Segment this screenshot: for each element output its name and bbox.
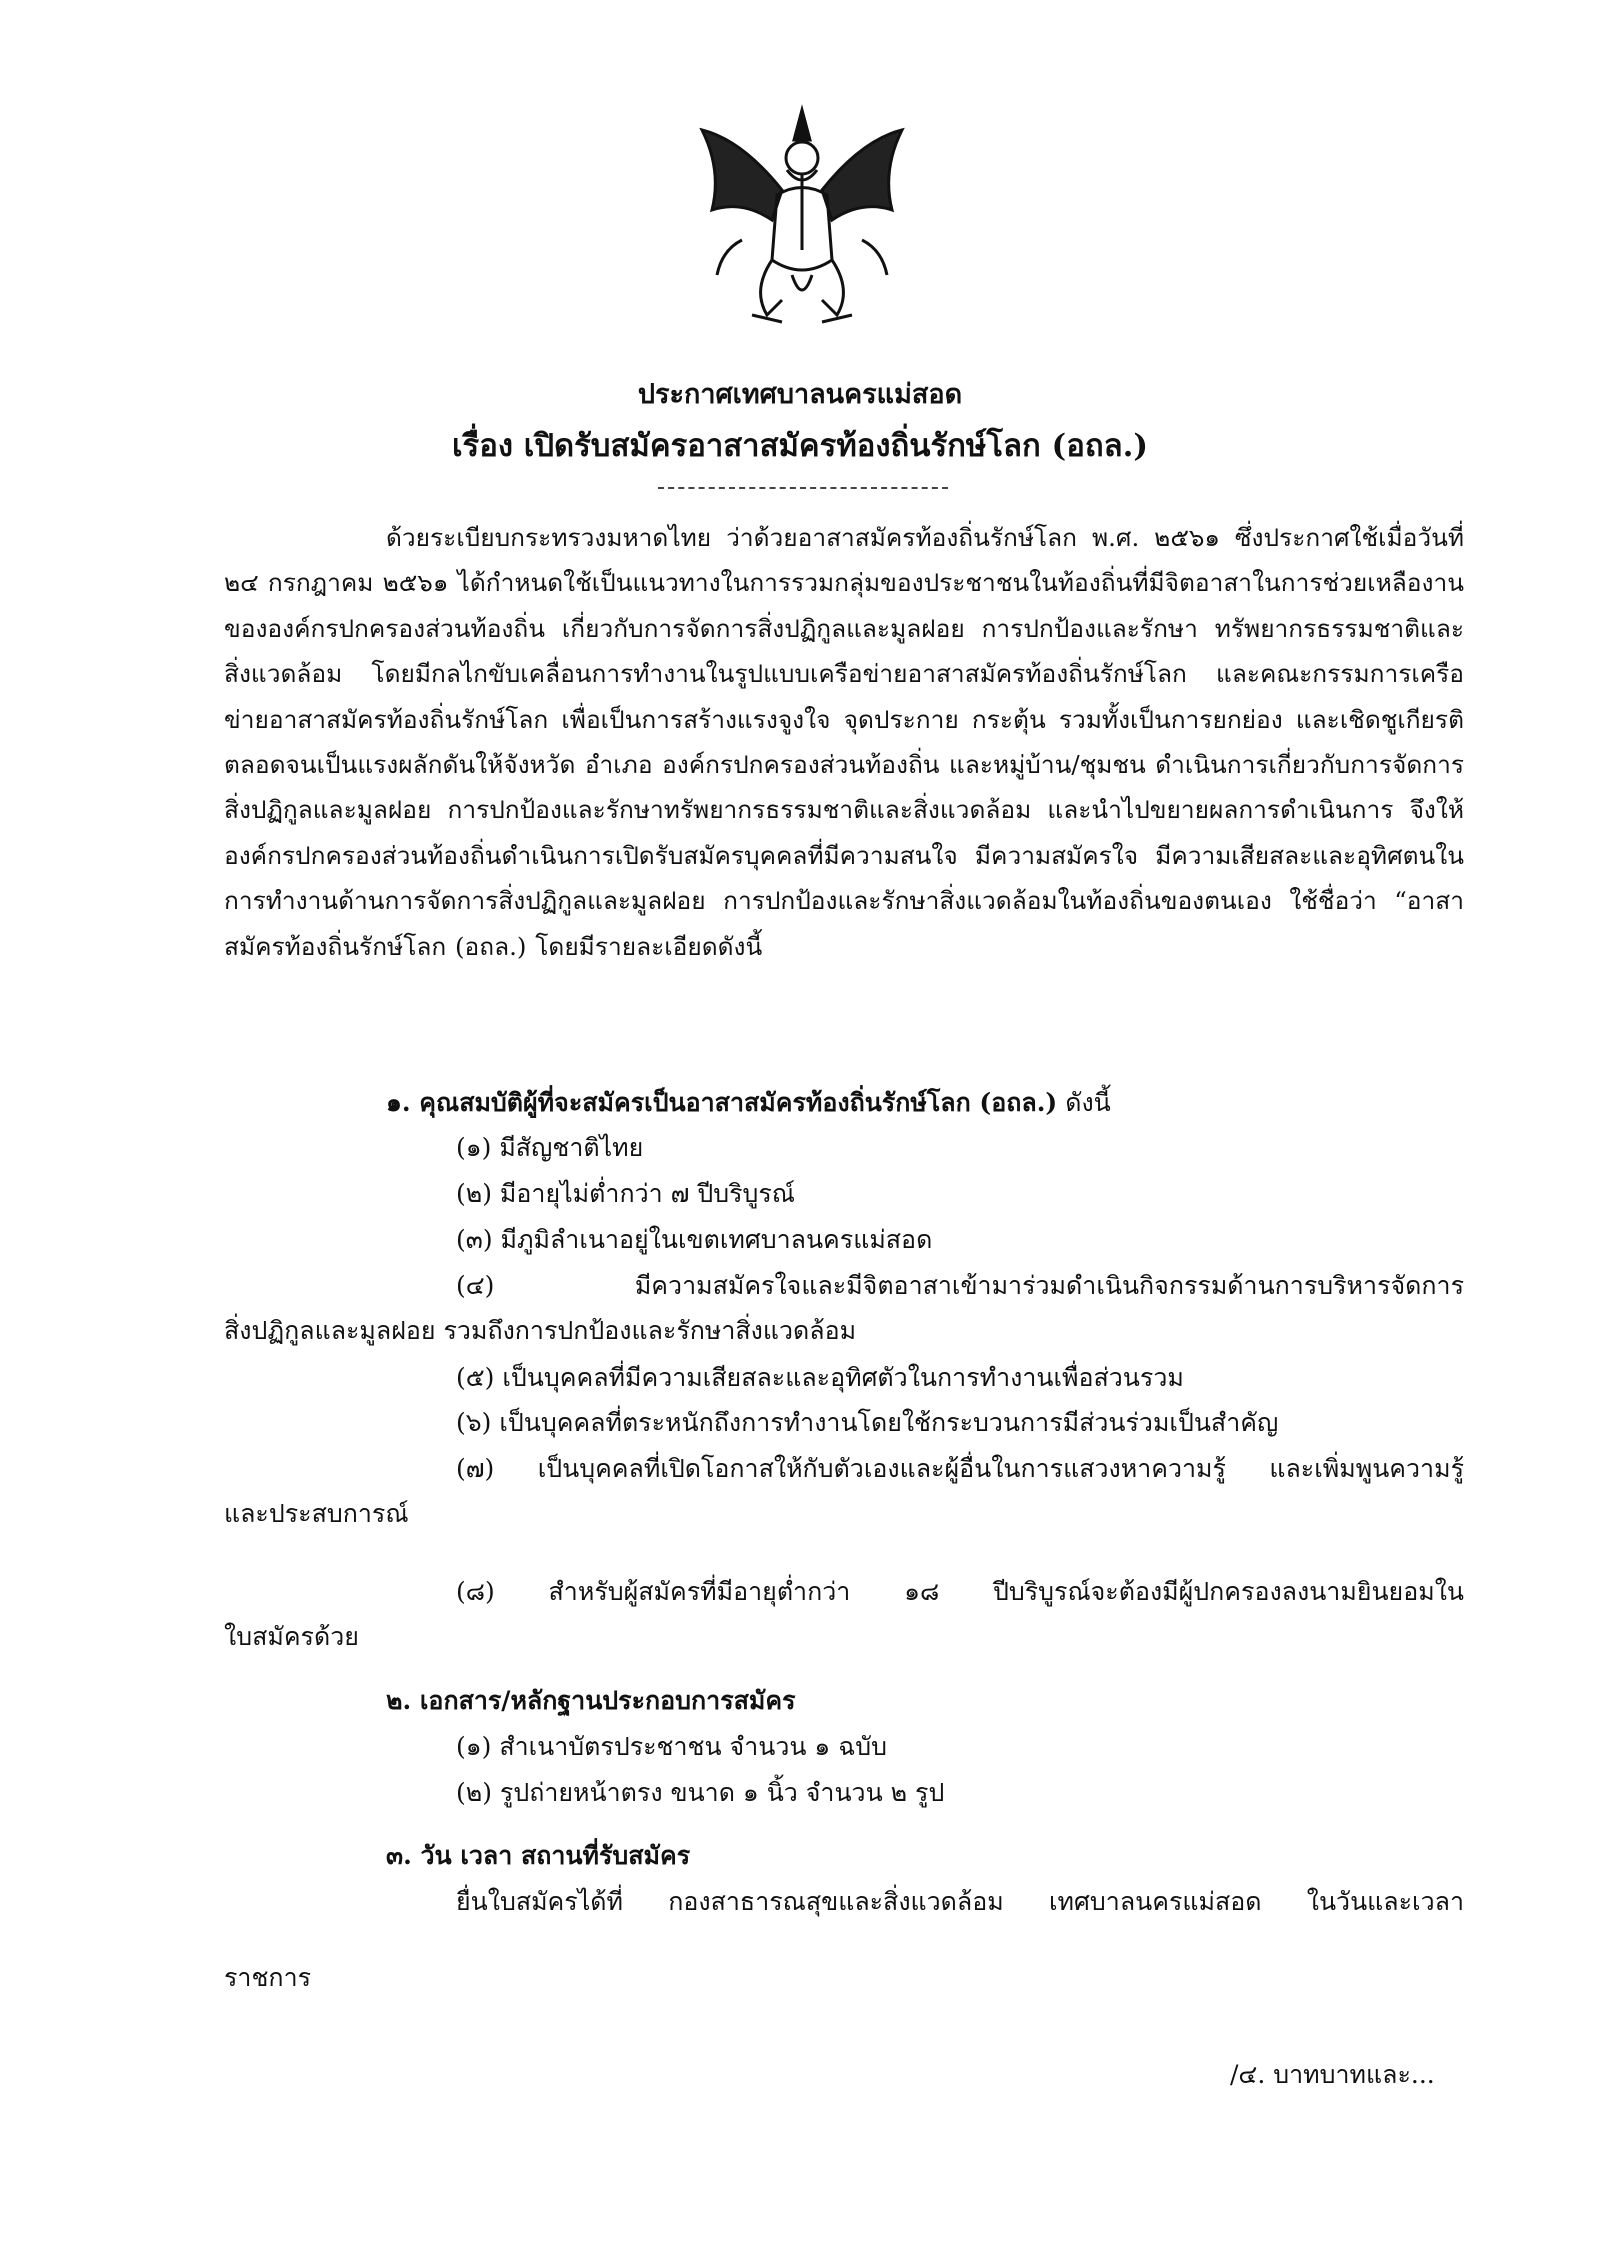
intro-paragraph: ด้วยระเบียบกระทรวงมหาดไทย ว่าด้วยอาสาสมัครท้องถิ่นรักษ์โลก พ.ศ. ๒๕๖๑ ซึ่งประกาศใช้เมื่อวันที่ ๒๔ กรกฎาคม ๒๕๖๑ ได้กำหนดใช้เป็นแนวทางในการรวมกลุ่มของประชาชนในท้องถิ่นที่มีจิตอาสาในการช่วยเหลืองานขององค์กรปกครองส่วนท้องถิ่น เกี่ยวกับการจัดการสิ่งปฏิกูลและมูลฝอย การปกป้องและรักษา ทรัพยากรธรรมชาติและสิ่งแวดล้อม โดยมีกลไกขับเคลื่อนการทำงานในรูปแบบเครือข่ายอาสาสมัครท้องถิ่นรักษ์โลก และคณะกรรมการเครือข่ายอาสาสมัครท้องถิ่นรักษ์โลก เพื่อเป็นการสร้างแรงจูงใจ จุดประกาย กระตุ้น รวมทั้งเป็นการยกย่อง และเชิดชูเกียรติ ตลอดจนเป็นแรงผลักดันให้จังหวัด อำเภอ องค์กรปกครองส่วนท้องถิ่น และหมู่บ้าน/ชุมชน ดำเนินการเกี่ยวกับการจัดการสิ่งปฏิกูลและมูลฝอย การปกป้องและรักษาทรัพยากรธรรมชาติและสิ่งแวดล้อม และนำไปขยายผลการดำเนินการ จึงให้องค์กรปกครองส่วนท้องถิ่นดำเนินการเปิดรับสมัครบุคคลที่มีความสนใจ มีความสมัครใจ มีความเสียสละและอุทิศตนในการทำงานด้านการจัดการสิ่งปฏิกูลและมูลฝอย การปกป้องและรักษาสิ่งแวดล้อมในท้องถิ่นของตนเอง ใช้ชื่อว่า “อาสาสมัครท้องถิ่นรักษ์โลก (อถล.) โดยมีรายละเอียดดังนี้ xyxy=(224,523,1464,961)
section1-heading-suffix: ดังนี้ xyxy=(1057,1088,1111,1117)
list-item-continuation: สิ่งปฏิกูลและมูลฝอย รวมถึงการปกป้องและรักษาสิ่งแวดล้อม xyxy=(224,1316,857,1345)
list-item-continuation: ใบสมัครด้วย xyxy=(224,1622,359,1651)
list-item: (๑) มีสัญชาติไทย xyxy=(456,1133,644,1162)
list-item: (๘) สำหรับผู้สมัครที่มีอายุต่ำกว่า ๑๘ ปีบริบูรณ์จะต้องมีผู้ปกครองลงนามยินยอมใน xyxy=(456,1577,1464,1606)
list-item: (๒) รูปถ่ายหน้าตรง ขนาด ๑ นิ้ว จำนวน ๒ รูป xyxy=(456,1778,945,1807)
list-item: (๔) มีความสมัครใจและมีจิตอาสาเข้ามาร่วมดำเนินกิจกรรมด้านการบริหารจัดการ xyxy=(456,1271,1464,1300)
page-continuation-note: /๔. บาทบาทและ... xyxy=(1230,2060,1435,2089)
list-item: (๗) เป็นบุคคลที่เปิดโอกาสให้กับตัวเองและผู้อื่นในการแสวงหาความรู้ และเพิ่มพูนความรู้ xyxy=(456,1454,1464,1483)
list-item: (๒) มีอายุไม่ต่ำกว่า ๗ ปีบริบูรณ์ xyxy=(456,1179,796,1208)
section3-heading: ๓. วัน เวลา สถานที่รับสมัคร xyxy=(386,1841,691,1870)
section3-text-continuation: ราชการ xyxy=(224,1963,312,1992)
announcement-subject: เรื่อง เปิดรับสมัครอาสาสมัครท้องถิ่นรักษ์โลก (อถล.) xyxy=(451,428,1149,464)
announcement-title: ประกาศเทศบาลนครแม่สอด xyxy=(637,379,963,410)
title-divider xyxy=(658,487,948,489)
list-item: (๖) เป็นบุคคลที่ตระหนักถึงการทำงานโดยใช้กระบวนการมีส่วนร่วมเป็นสำคัญ xyxy=(456,1408,1279,1437)
list-item: (๑) สำเนาบัตรประชาชน จำนวน ๑ ฉบับ xyxy=(456,1732,887,1761)
section1-heading-text: ๑. คุณสมบัติผู้ที่จะสมัครเป็นอาสาสมัครท้องถิ่นรักษ์โลก (อถล.) xyxy=(386,1088,1058,1117)
section1-heading xyxy=(386,1083,1111,1123)
garuda-emblem-icon xyxy=(682,100,922,340)
list-item: (๕) เป็นบุคคลที่มีความเสียสละและอุทิศตัวในการทำงานเพื่อส่วนรวม xyxy=(456,1363,1184,1392)
section3-text: ยื่นใบสมัครได้ที่ กองสาธารณสุขและสิ่งแวดล้อม เทศบาลนครแม่สอด ในวันและเวลา xyxy=(456,1887,1464,1916)
section2-heading: ๒. เอกสาร/หลักฐานประกอบการสมัคร xyxy=(386,1686,796,1715)
list-item: (๓) มีภูมิลำเนาอยู่ในเขตเทศบาลนครแม่สอด xyxy=(456,1225,933,1254)
list-item-continuation: และประสบการณ์ xyxy=(224,1499,409,1528)
